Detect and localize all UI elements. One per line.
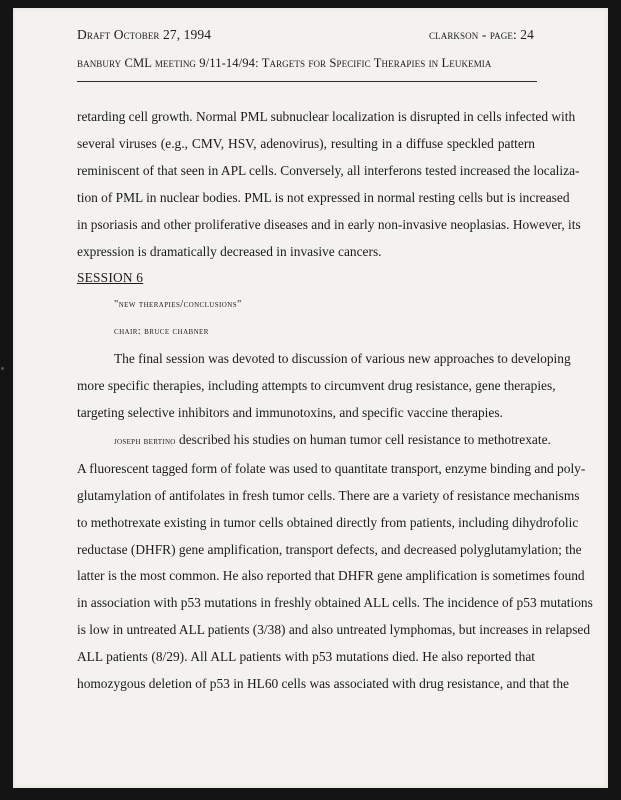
text-line: in association with p53 mutations in freshly obtained ALL cells. The incidence of p53 mutations (77, 595, 593, 611)
text-line: reminiscent of that seen in APL cells. Conversely, all interferons tested increased the localiza- (77, 162, 580, 178)
session-heading: SESSION 6 (77, 270, 144, 286)
text-line: The final session was devoted to discussion of various new approaches to developing (114, 351, 571, 367)
text-line: retarding cell growth. Normal PML subnuclear localization is disrupted in cells infected with (77, 109, 576, 124)
header-meeting-title: banbury CML meeting 9/11-14/94: Targets for Specific Therapies in Leukemia (77, 56, 492, 70)
text-line: to methotrexate existing in tumor cells obtained directly from patients, including dihydrofolic (77, 514, 579, 530)
speaker-name: joseph bertino (114, 435, 176, 447)
text-line-rest: described his studies on human tumor cell resistance to methotrexate. (175, 431, 551, 447)
text-line: expression is dramatically decreased in invasive cancers. (77, 243, 382, 259)
header-page-number: clarkson - page: 24 (429, 27, 534, 42)
scan-speck (1, 367, 4, 370)
session-title: "new therapies/conclusions" (114, 299, 242, 311)
paragraph-pml (77, 104, 581, 265)
header-divider (77, 81, 537, 82)
header-date: Draft October 27, 1994 (77, 27, 212, 42)
document-body (77, 104, 593, 698)
paragraph-session-intro (77, 346, 571, 427)
text-line: latter is the most common. He also reported that DHFR gene amplification is sometimes found (77, 568, 585, 584)
text-line: A fluorescent tagged form of folate was used to quantitate transport, enzyme binding and poly- (77, 460, 586, 476)
text-line: glutamylation of antifolates in fresh tumor cells. There are a variety of resistance mechanisms (77, 487, 580, 503)
text-line: homozygous deletion of p53 in HL60 cells was associated with drug resistance, and that the (77, 676, 569, 692)
text-line: ALL patients (8/29). All ALL patients with p53 mutations died. He also reported that (77, 649, 535, 665)
text-line: targeting selective inhibitors and immunotoxins, and specific vaccine therapies. (77, 404, 503, 420)
text-line: is low in untreated ALL patients (3/38) and also untreated lymphomas, but increases in relapsed (77, 622, 591, 638)
paragraph-bertino (77, 427, 593, 698)
document-page (13, 8, 608, 788)
text-line: in psoriasis and other proliferative diseases and in early non-invasive neoplasias. However, its (77, 216, 581, 232)
text-line (77, 427, 551, 456)
text-line: several viruses (e.g., CMV, HSV, adenovirus), resulting in a diffuse speckled pattern (77, 135, 535, 151)
text-line: tion of PML in nuclear bodies. PML is not expressed in normal resting cells but is increased (77, 189, 570, 205)
session-chair: chair: bruce chabner (114, 326, 209, 338)
text-line: reductase (DHFR) gene amplification, transport defects, and decreased polyglutamylation; the (77, 541, 582, 557)
text-line: more specific therapies, including attempts to circumvent drug resistance, gene therapies, (77, 378, 556, 394)
